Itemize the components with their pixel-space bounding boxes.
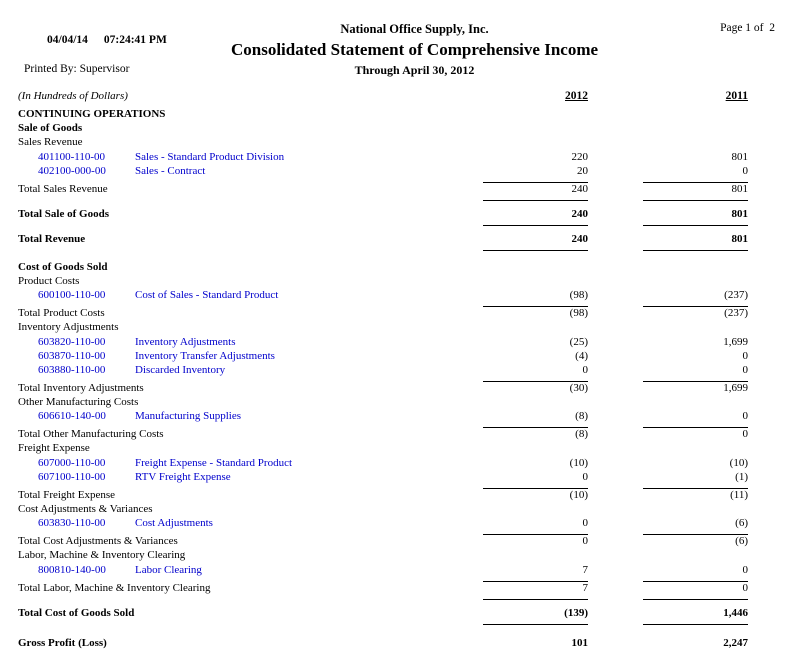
value-2012: 7 [483,564,588,582]
account-cell [18,457,483,471]
row-label: Cost of Goods Sold [18,260,108,273]
section-row [0,122,799,136]
header-center [174,22,655,78]
row-label: Total Sales Revenue [18,182,108,195]
value-2011: (1) [643,471,748,489]
account-cell [18,517,483,535]
row-label: Freight Expense [18,442,90,455]
row-label: Gross Profit (Loss) [18,636,107,649]
row-label: Total Sale of Goods [18,207,109,220]
value-2011: (237) [724,307,748,320]
value-2012: (4) [575,349,588,362]
value-2012: 20 [483,165,588,183]
spacer-row [0,251,799,261]
account-cell [18,165,483,183]
account-description-link[interactable]: Sales - Contract [135,164,206,177]
account-row [0,457,799,471]
account-row [0,151,799,165]
row-label: Total Inventory Adjustments [18,381,144,394]
account-description-link[interactable]: RTV Freight Expense [135,470,231,483]
value-2011: 1,446 [643,607,748,625]
date-time [24,22,174,58]
value-2012: 0 [483,517,588,535]
value-2012: 7 [483,582,588,600]
row-label: Total Labor, Machine & Inventory Clearing [18,581,211,594]
value-2011: (6) [735,535,748,548]
account-row [0,364,799,382]
units-note: (In Hundreds of Dollars) [18,90,128,102]
grand-row [0,637,799,651]
printed-by: Printed By: Supervisor [24,63,130,75]
value-2012: 240 [483,208,588,226]
row-label: CONTINUING OPERATIONS [18,108,166,120]
group-row [0,549,799,563]
column-2012-cell [483,90,588,106]
account-row [0,289,799,307]
report-rows [0,108,799,651]
value-2011: 0 [643,564,748,582]
company-name: National Office Supply, Inc. [340,22,489,36]
report-header [0,0,799,78]
value-2011: 0 [742,428,748,441]
account-number-link[interactable]: 603830-110-00 [38,517,106,530]
value-2012: (30) [569,381,588,394]
total-bold-row [0,233,799,251]
account-description-link[interactable]: Sales - Standard Product Division [135,150,285,163]
row-label: Labor, Machine & Inventory Clearing [18,549,186,562]
total-row [0,382,799,396]
group-row [0,136,799,150]
row-label: Cost Adjustments & Variances [18,503,153,515]
value-2011: 801 [643,233,748,251]
account-row [0,564,799,582]
account-number-link[interactable]: 606610-140-00 [38,410,106,423]
account-description-link[interactable]: Discarded Inventory [135,363,226,376]
column-2011-cell [643,90,748,106]
column-header-2012: 2012 [565,90,588,102]
account-number-link[interactable]: 402100-000-00 [38,164,106,177]
value-2012: (10) [569,488,588,501]
value-2012: 101 [571,636,588,649]
account-number-link[interactable]: 600100-110-00 [38,289,106,302]
account-number-link[interactable]: 603880-110-00 [38,363,106,376]
value-2011: 0 [643,364,748,382]
group-row [0,442,799,456]
total-bold-row [0,208,799,226]
value-2012: 220 [571,150,588,163]
account-number-link[interactable]: 603820-110-00 [38,335,106,348]
value-2012: (98) [483,289,588,307]
value-2012: 240 [483,233,588,251]
account-cell [18,410,483,428]
account-number-link[interactable]: 800810-140-00 [38,563,106,576]
total-row [0,582,799,600]
row-label: Total Other Manufacturing Costs [18,428,164,441]
value-2011: 801 [643,208,748,226]
value-2011: (10) [729,456,748,469]
account-description-link[interactable]: Freight Expense - Standard Product [135,456,293,469]
account-row [0,336,799,350]
section-row [0,108,799,122]
account-cell [18,471,483,489]
account-cell [18,364,483,382]
account-description-link[interactable]: Labor Clearing [135,563,202,576]
value-2012: (8) [575,428,588,441]
value-2011: 801 [643,183,748,201]
account-row [0,471,799,489]
value-2012: (98) [569,307,588,320]
row-label: Total Cost of Goods Sold [18,606,135,619]
report-time: 07:24:41 PM [103,34,167,46]
account-number-link[interactable]: 603870-110-00 [38,349,106,362]
value-2012: (139) [483,607,588,625]
value-2012: 0 [483,471,588,489]
row-label: Total Cost Adjustments & Variances [18,535,178,548]
total-row [0,307,799,321]
value-2011: (11) [730,488,748,501]
value-2012: (25) [569,335,588,348]
total-row [0,535,799,549]
group-row [0,321,799,335]
column-header-2011: 2011 [725,90,748,102]
value-2011: 2,247 [723,636,748,649]
value-2012: (10) [569,456,588,469]
report-period: Through April 30, 2012 [354,63,475,77]
account-description-link[interactable]: Cost Adjustments [135,517,213,530]
value-2011: 801 [731,150,748,163]
row-label: Other Manufacturing Costs [18,396,139,409]
value-2011: 1,699 [723,381,748,394]
account-number-link[interactable]: 607100-110-00 [38,470,106,483]
value-2011: 0 [643,582,748,600]
value-2011: (6) [643,517,748,535]
value-2011: 1,699 [723,335,748,348]
value-2012: 0 [483,364,588,382]
account-description-link[interactable]: Inventory Adjustments [135,335,236,348]
value-2011: 0 [643,165,748,183]
account-cell [18,289,483,307]
account-description-link[interactable]: Inventory Transfer Adjustments [135,349,275,362]
group-row [0,396,799,410]
account-cell [18,336,483,350]
value-2011: 0 [742,349,748,362]
row-label: Sales Revenue [18,136,83,149]
row-label: Total Product Costs [18,307,105,320]
column-header-row [0,90,799,106]
account-row [0,410,799,428]
value-2011: (237) [643,289,748,307]
value-2012: 0 [582,535,588,548]
row-label: Total Revenue [18,232,86,245]
account-number-link[interactable]: 607000-110-00 [38,456,106,469]
account-number-link[interactable]: 401100-110-00 [38,150,106,163]
total-bold-row [0,607,799,625]
account-row [0,165,799,183]
account-cell [18,350,483,364]
page-number: Page 1 of 2 [720,22,775,34]
group-row [0,275,799,289]
row-label: Sale of Goods [18,122,83,135]
row-label: Inventory Adjustments [18,321,119,334]
value-2012: 240 [483,183,588,201]
account-description-link[interactable]: Cost of Sales - Standard Product [135,289,279,302]
total-row [0,183,799,201]
account-cell [18,564,483,582]
header-left [24,22,174,75]
report-title: Consolidated Statement of Comprehensive Income [230,40,599,59]
report-date: 04/04/14 [47,34,88,46]
row-label: Product Costs [18,274,80,287]
total-row [0,428,799,442]
account-row [0,350,799,364]
total-row [0,489,799,503]
value-2011: 0 [643,410,748,428]
account-row [0,517,799,535]
row-label: Total Freight Expense [18,488,115,501]
group-row [0,503,799,517]
value-2012: (8) [483,410,588,428]
account-cell [18,151,483,165]
account-description-link[interactable]: Manufacturing Supplies [135,410,242,423]
section-row [0,261,799,275]
